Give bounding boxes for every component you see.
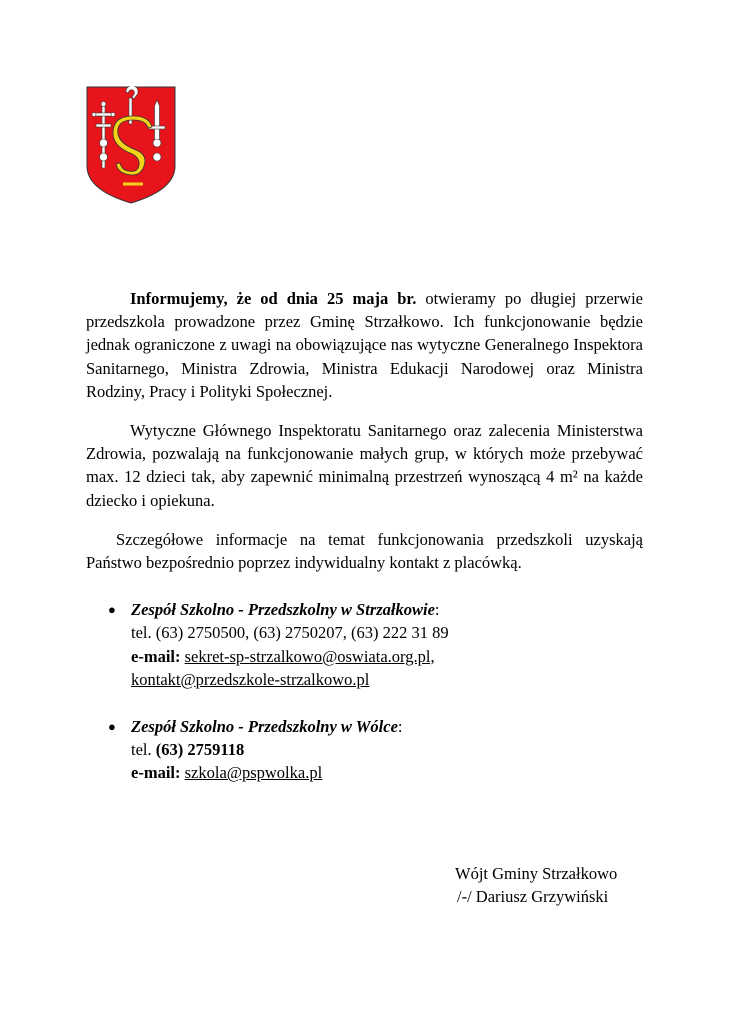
tel-value: (63) 2759118 <box>155 740 245 760</box>
bullet-icon: ● <box>108 602 116 618</box>
email-label: e-mail: <box>131 763 181 783</box>
email-link[interactable]: szkola@pspwolka.pl <box>184 763 323 783</box>
school-name-line <box>131 715 643 738</box>
tel-label: tel. <box>131 623 156 643</box>
signature-name: /-/ Dariusz Grzywiński <box>457 887 609 907</box>
signature-title: Wójt Gminy Strzałkowo <box>455 864 618 883</box>
document-body <box>86 287 643 809</box>
announcement-bold-lead: Informujemy, że od dnia 25 maja br. <box>130 289 417 308</box>
school-name: Zespół Szkolno - Przedszkolny w Strzałkowie <box>131 600 435 620</box>
school-email-line <box>131 645 643 668</box>
email-label: e-mail: <box>131 646 181 666</box>
school-name-line <box>131 598 643 621</box>
school-email-line <box>131 761 643 784</box>
school-tel-line <box>131 621 643 644</box>
school-tel-line <box>131 738 643 761</box>
school-name-suffix: : <box>397 717 403 737</box>
paragraph-details: Szczegółowe informacje na temat funkcjonowania przedszkoli uzyskają Państwo bezpośrednio poprzez indywidualny kontakt z placówką. <box>86 529 643 573</box>
paragraph-announcement <box>86 287 643 403</box>
paragraph-guidelines: Wytyczne Głównego Inspektoratu Sanitarnego oraz zalecenia Ministerstwa Zdrowia, pozwalają na funkcjonowanie małych grup, w których może przebywać max. 12 dzieci tak, aby zapewnić minimalną przestrzeń wynoszącą 4 m² na każde dziecko i opiekuna. <box>86 421 643 510</box>
announcement-text: otwieramy po długiej przerwie przedszkola prowadzone przez Gminę Strzałkowo. Ich funkcjonowanie będzie jednak ograniczone z uwagi na obowiązujące nas wytyczne Generalnego Inspektora Sanitarnego, Ministra Zdrowia, Ministra Edukacji Narodowej oraz Ministra Rodziny, Pracy i Polityki Społecznej. <box>86 289 643 401</box>
schools-list <box>86 598 643 784</box>
signature-block <box>455 862 617 908</box>
coat-of-arms-crest <box>86 86 176 204</box>
bullet-icon: ● <box>108 719 116 735</box>
email-link[interactable]: kontakt@przedszkole-strzalkowo.pl <box>131 669 370 689</box>
list-item-school-wolka <box>86 715 643 785</box>
school-name: Zespół Szkolno - Przedszkolny w Wólce <box>131 717 398 737</box>
school-name-suffix: : <box>434 600 440 620</box>
list-item-school-strzalkowo <box>86 598 643 691</box>
school-email-line-2 <box>131 668 643 691</box>
email-link[interactable]: sekret-sp-strzalkowo@oswiata.org.pl, <box>184 646 435 666</box>
tel-label: tel. <box>131 740 156 760</box>
tel-value: (63) 2750500, (63) 2750207, (63) 222 31 89 <box>155 623 449 643</box>
